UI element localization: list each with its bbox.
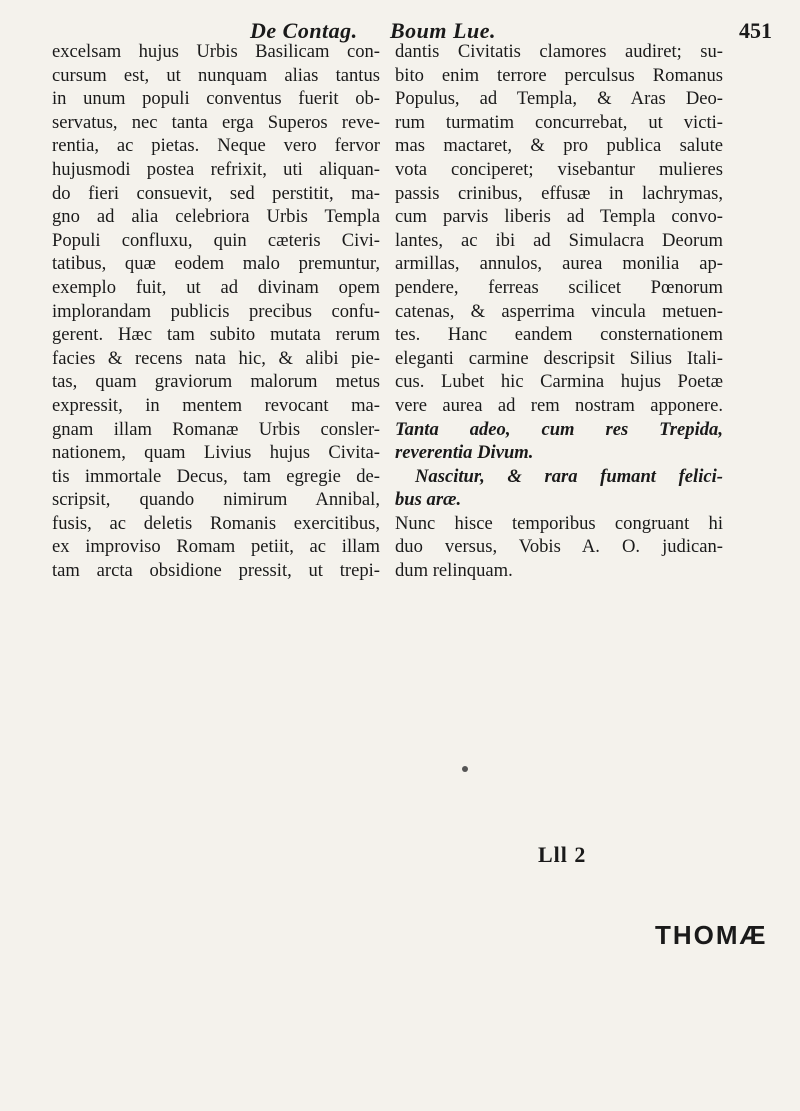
- text-line: gno ad alia celebriora Urbis Templa: [52, 206, 380, 228]
- text-line: passis crinibus, effusæ in lachrymas,: [395, 182, 723, 204]
- text-line: in unum populi conventus fuerit ob-: [52, 88, 380, 110]
- text-line: pendere, ferreas scilicet Pœnorum: [395, 276, 723, 298]
- text-line: cus. Lubet hic Carmina hujus Poetæ: [395, 371, 723, 393]
- text-line: tas, quam graviorum malorum metus: [52, 371, 380, 393]
- text-line: vota conciperet; visebantur mulieres: [395, 158, 723, 180]
- text-line: Nunc hisce temporibus congruant hi: [395, 512, 723, 534]
- text-line: mas mactaret, & pro publica salute: [395, 135, 723, 157]
- running-title-left: De Contag.: [250, 18, 358, 43]
- text-line: ex improviso Romam petiit, ac illam: [52, 536, 380, 558]
- verse-line: bus aræ.: [395, 489, 462, 511]
- right-column: [395, 40, 723, 583]
- text-line: tis immortale Decus, tam egregie de-: [52, 465, 380, 487]
- text-line: tam arcta obsidione pressit, ut trepi-: [52, 560, 380, 582]
- running-title-right: Boum Lue.: [390, 18, 496, 43]
- text-line: servatus, nec tanta erga Superos reve-: [52, 111, 380, 133]
- text-line: fusis, ac deletis Romanis exercitibus,: [52, 512, 380, 534]
- text-line: cursum est, ut nunquam alias tantus: [52, 64, 380, 86]
- text-line: hujusmodi postea refrixit, uti aliquan-: [52, 158, 380, 180]
- text-line: Populi confluxu, quin cæteris Civi-: [52, 229, 380, 251]
- text-line: dum relinquam.: [395, 560, 513, 582]
- verse-line: Tanta adeo, cum res Trepida,: [395, 418, 723, 440]
- catchword: THOMÆ: [655, 920, 768, 950]
- text-line: nationem, quam Livius hujus Civita-: [52, 442, 380, 464]
- text-line: rum turmatim concurrebat, ut victi-: [395, 111, 723, 133]
- text-line: vere aurea ad rem nostram apponere.: [395, 394, 723, 416]
- text-line: gnam illam Romanæ Urbis consler-: [52, 418, 380, 440]
- text-line: do fieri consuevit, sed perstitit, ma-: [52, 182, 380, 204]
- text-line: eleganti carmine descripsit Silius Itali-: [395, 347, 723, 369]
- signature-mark: Lll 2: [538, 842, 587, 867]
- text-line: scripsit, quando nimirum Annibal,: [52, 489, 380, 511]
- page-number: 451: [739, 18, 772, 43]
- text-line: cum parvis liberis ad Templa convo-: [395, 206, 723, 228]
- ink-speck: [462, 766, 468, 772]
- text-line: exemplo fuit, ut ad divinam opem: [52, 276, 380, 298]
- text-line: dantis Civitatis clamores audiret; su-: [395, 41, 723, 62]
- text-line: bito enim terrore perculsus Romanus: [395, 64, 723, 86]
- text-line: Populus, ad Templa, & Aras Deo-: [395, 88, 723, 110]
- text-line: rentia, ac pietas. Neque vero fervor: [52, 135, 380, 157]
- text-line: duo versus, Vobis A. O. judican-: [395, 536, 723, 558]
- verse-line: Nascitur, & rara fumant felici-: [415, 465, 723, 487]
- verse-line: reverentia Divum.: [395, 442, 534, 464]
- text-line: tatibus, quæ eodem malo premuntur,: [52, 253, 380, 275]
- text-line: armillas, annulos, aurea monilia ap-: [395, 253, 723, 275]
- text-line: facies & recens nata hic, & alibi pie-: [52, 347, 380, 369]
- text-line: expressit, in mentem revocant ma-: [52, 394, 380, 416]
- text-line: implorandam publicis precibus confu-: [52, 300, 380, 322]
- text-line: lantes, ac ibi ad Simulacra Deorum: [395, 229, 723, 251]
- text-line: catenas, & asperrima vincula metuen-: [395, 300, 723, 322]
- text-line: excelsam hujus Urbis Basilicam con-: [52, 41, 380, 62]
- left-column: [52, 40, 380, 583]
- text-line: gerent. Hæc tam subito mutata rerum: [52, 324, 380, 346]
- text-line: tes. Hanc eandem consternationem: [395, 324, 723, 346]
